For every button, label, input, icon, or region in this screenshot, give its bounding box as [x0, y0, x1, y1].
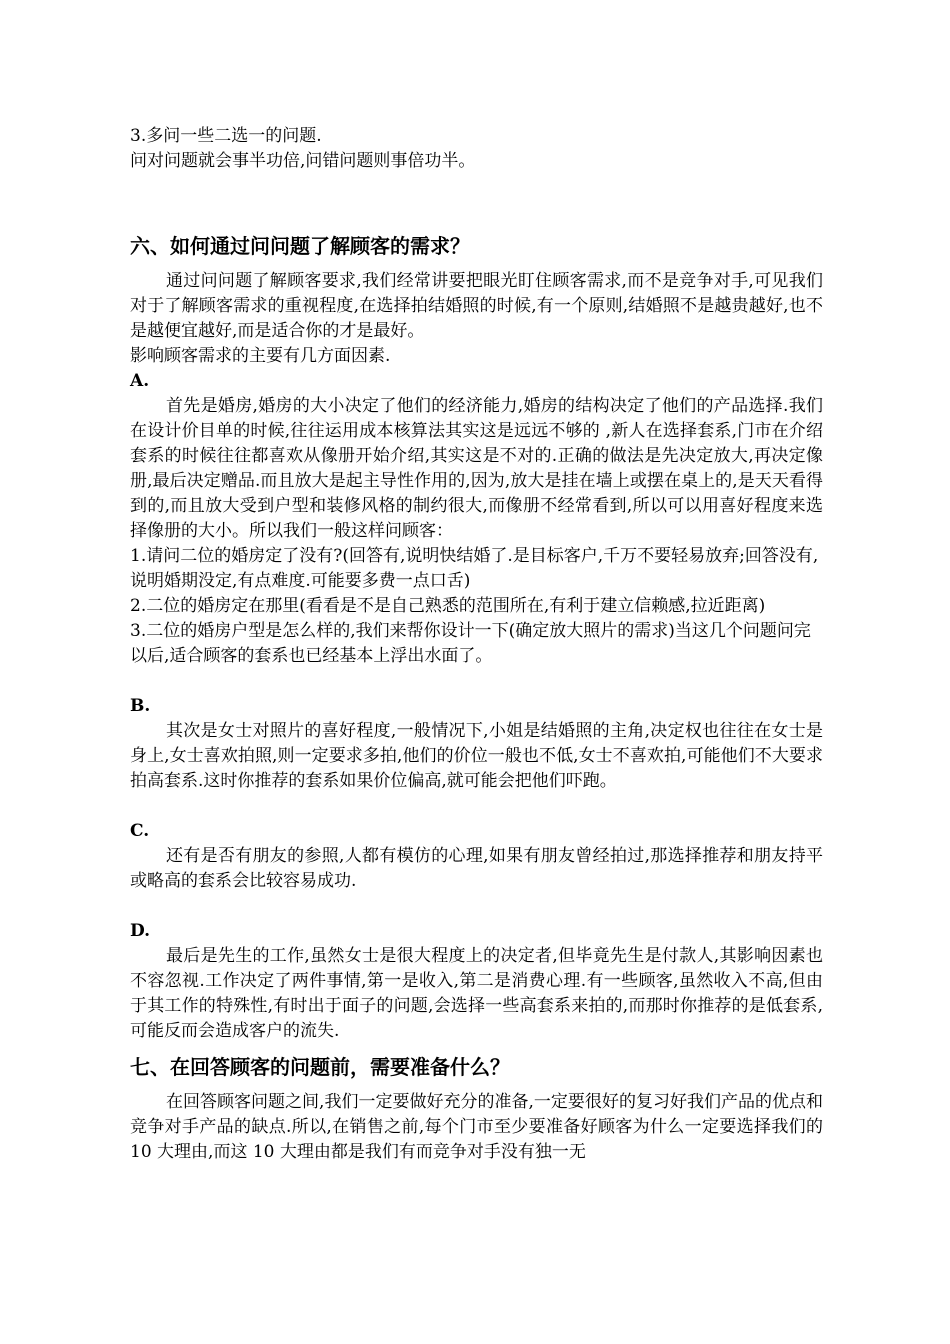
factor-a-question-2: 2.二位的婚房定在那里(看看是不是自己熟悉的范围所在,有利于建立信赖感,拉近距离) [130, 596, 766, 616]
section-6-paragraph-2: 影响顾客需求的主要有几方面因素. [130, 346, 391, 366]
intro-line-2: 问对问题就会事半功倍,问错问题则事倍功半。 [130, 151, 476, 171]
factor-a-body: 首先是婚房,婚房的大小决定了他们的经济能力,婚房的结构决定了他们的产品选择.我们在设计价目单的时候,往往运用成本核算法其实这是远远不够的 ,新人在选择套系,门市在介绍套系的时候往往都喜欢从像册开始介绍,其实这是不对的.正确的做法是先决定放大,再决定像册,最后决定赠品.而且放大是起主导性作用的,因为,放大是挂在墙上或摆在桌上的,是天天看得到的,而且放大受到户型和装修风格的制约很大,而像册不经常看到,所以可以用喜好程度来选择像册的大小。所以我们一般这样问顾客： [130, 396, 823, 541]
factor-c-body: 还有是否有朋友的参照,人都有模仿的心理,如果有朋友曾经拍过,那选择推荐和朋友持平或略高的套系会比较容易成功. [130, 846, 823, 891]
spacer [130, 1082, 823, 1090]
spacer [130, 894, 823, 919]
factor-b-label: B. [130, 696, 151, 716]
factor-b-body: 其次是女士对照片的喜好程度,一般情况下,小姐是结婚照的主角,决定权也往往在女士是身上,女士喜欢拍照,则一定要求多拍,他们的价位一般也不低,女士不喜欢拍,可能他们不大要求拍高套系.这时你推荐的套系如果价位偏高,就可能会把他们吓跑。 [130, 721, 823, 791]
factor-a-label: A. [130, 371, 150, 391]
spacer [130, 669, 823, 694]
intro-line-1: 3.多问一些二选一的问题. [130, 126, 322, 146]
spacer [130, 1044, 823, 1052]
factor-d-label: D. [130, 921, 151, 941]
section-6-paragraph-1: 通过问问题了解顾客要求,我们经常讲要把眼光盯住顾客需求,而不是竞争对手,可见我们对于了解顾客需求的重视程度,在选择拍结婚照的时候,有一个原则,结婚照不是越贵越好,也不是越便宜越好,而是适合你的才是最好。 [130, 271, 823, 341]
section-6-heading: 六、如何通过问问题了解顾客的需求？ [130, 234, 470, 258]
document-body [130, 124, 823, 1165]
section-7-heading: 七、在回答顾客的问题前，需要准备什么？ [130, 1055, 510, 1079]
factor-c-label: C. [130, 821, 150, 841]
spacer [130, 261, 823, 269]
spacer [130, 794, 823, 819]
spacer [130, 174, 823, 231]
section-7-paragraph-1: 在回答顾客问题之间,我们一定要做好充分的准备,一定要很好的复习好我们产品的优点和竞争对手产品的缺点.所以,在销售之前,每个门市至少要准备好顾客为什么一定要选择我们的 10 大理由,而这 10 大理由都是我们有而竞争对手没有独一无 [130, 1092, 823, 1162]
factor-a-question-3: 3.二位的婚房户型是怎么样的,我们来帮你设计一下(确定放大照片的需求)当这几个问题问完以后,适合顾客的套系也已经基本上浮出水面了。 [130, 621, 811, 666]
factor-a-question-1: 1.请问二位的婚房定了没有?(回答有,说明快结婚了.是目标客户,千万不要轻易放弃;回答没有,说明婚期没定,有点难度.可能要多费一点口舌) [130, 546, 819, 591]
factor-d-body: 最后是先生的工作,虽然女士是很大程度上的决定者,但毕竟先生是付款人,其影响因素也不容忽视.工作决定了两件事情,第一是收入,第二是消费心理.有一些顾客,虽然收入不高,但由于其工作的特殊性,有时出于面子的问题,会选择一些高套系来拍的,而那时你推荐的是低套系,可能反而会造成客户的流失. [130, 946, 823, 1041]
